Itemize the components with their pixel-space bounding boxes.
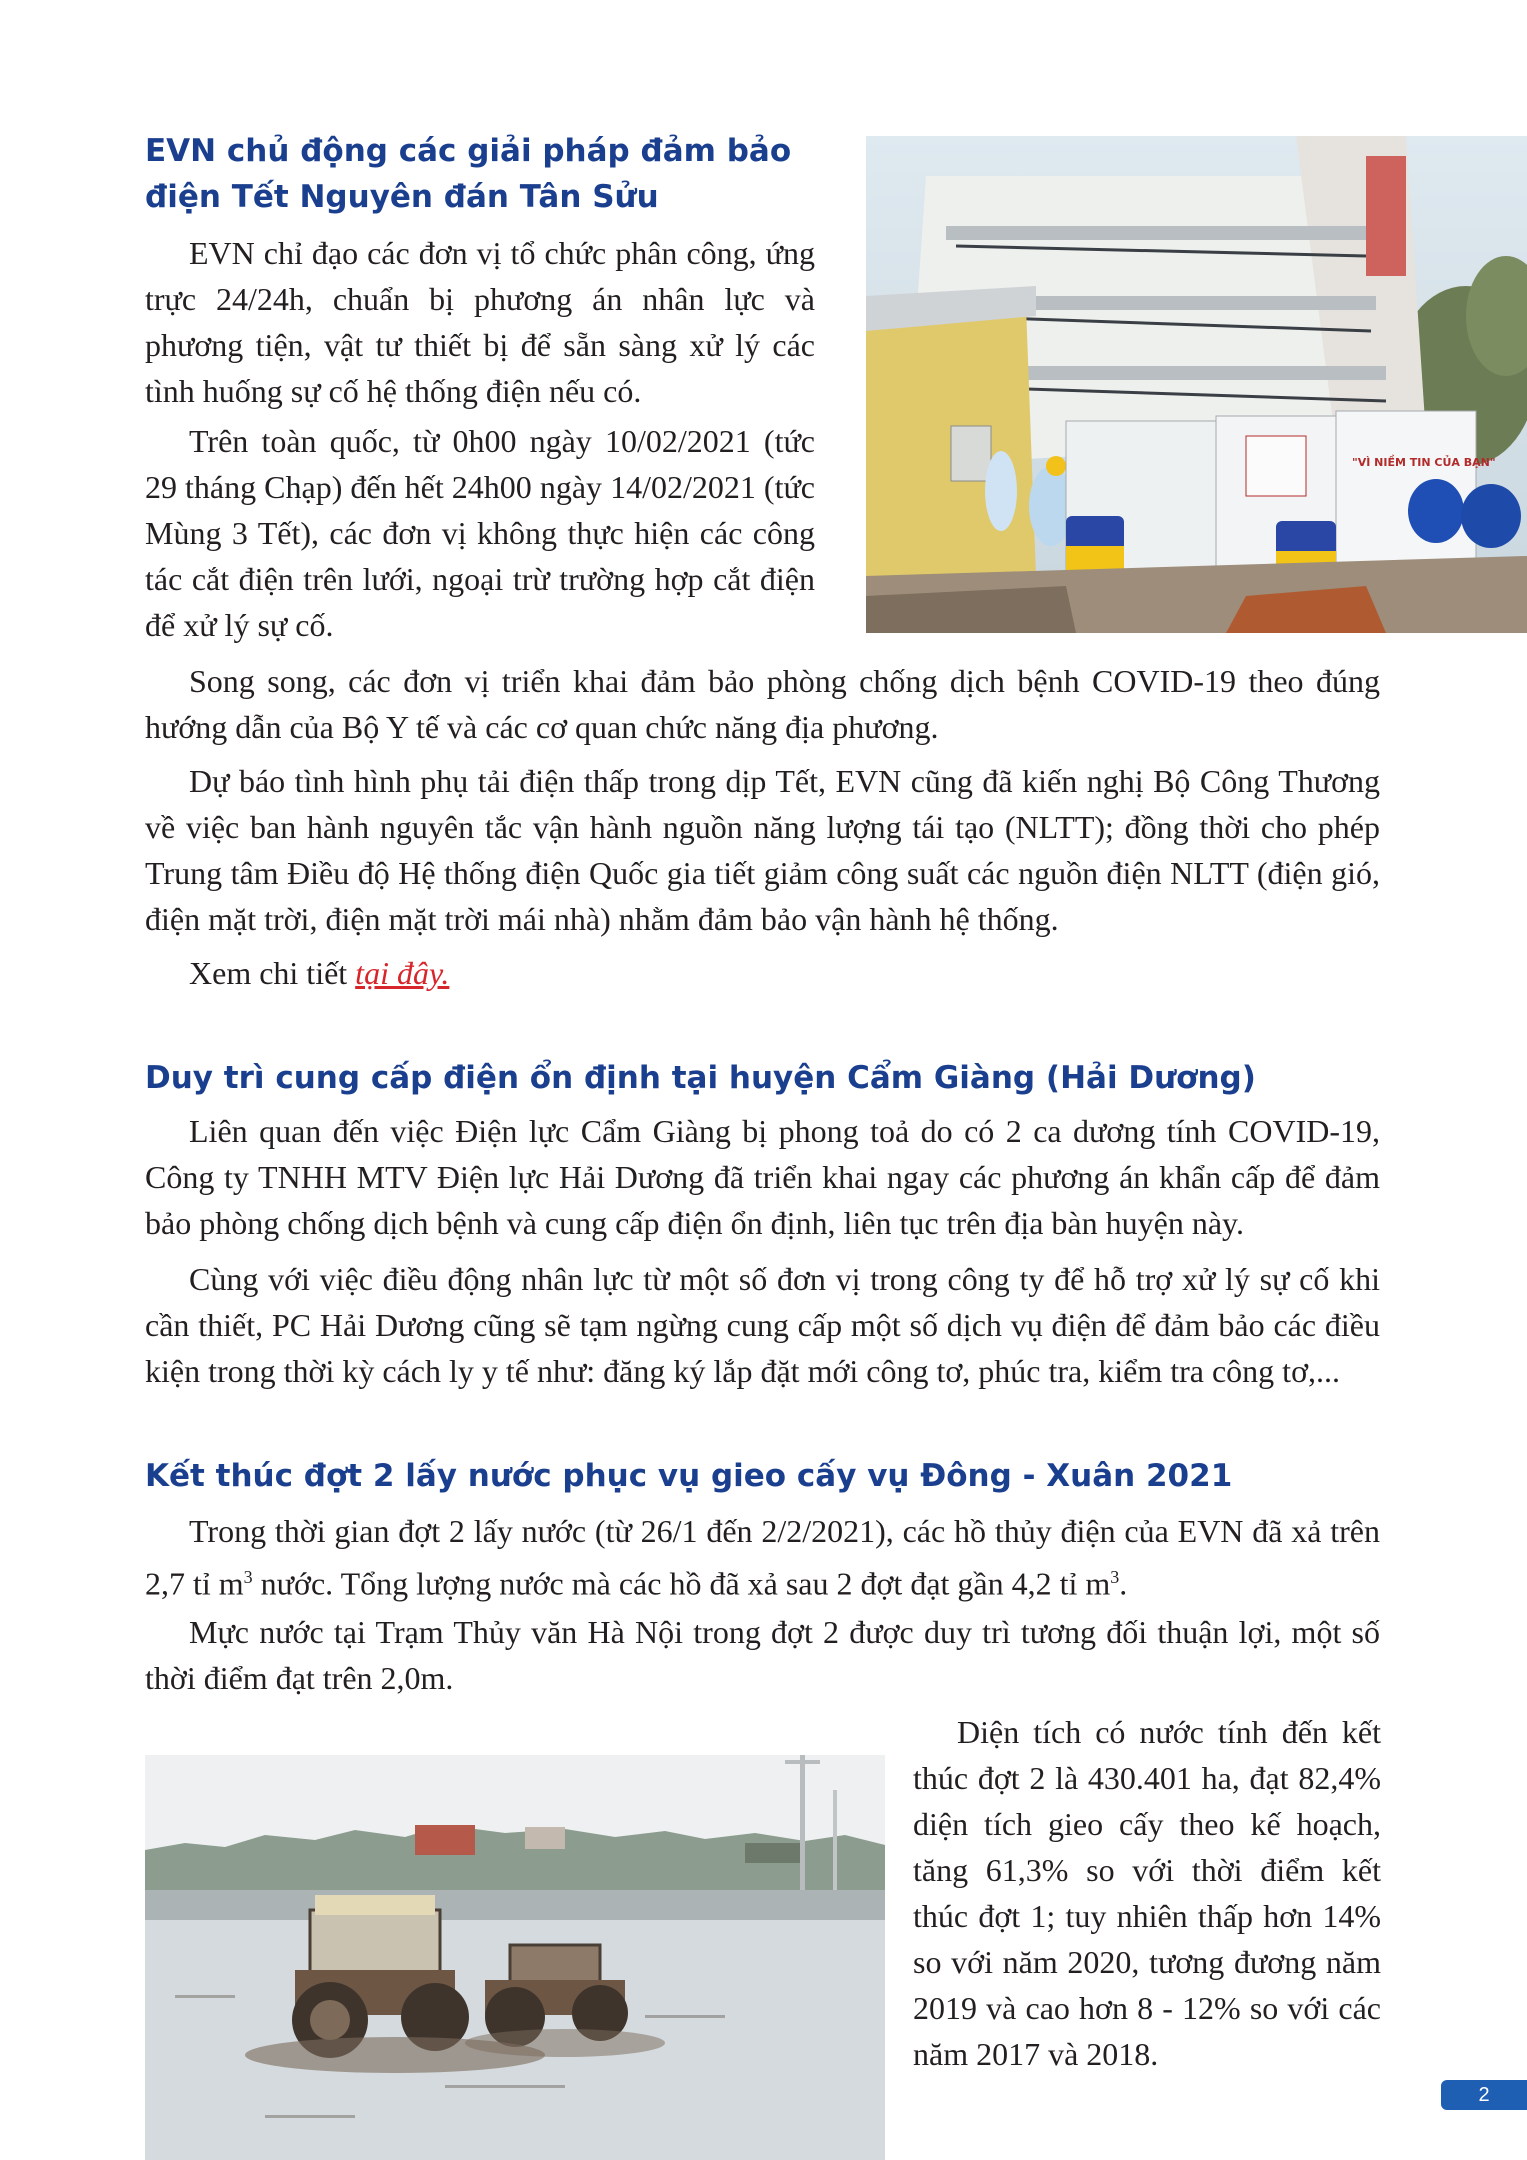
page-number: 2 xyxy=(1441,2080,1527,2110)
section1-paragraph-3: Song song, các đơn vị triển khai đảm bảo phòng chống dịch bệnh COVID-19 theo đúng hướng dẫn của Bộ Y tế và các cơ quan chức năng địa phương. xyxy=(145,663,1380,745)
section1-heading-line2: điện Tết Nguyên đán Tân Sửu xyxy=(145,179,659,215)
section3-p1-c: . xyxy=(1119,1565,1128,1602)
section2-heading: Duy trì cung cấp điện ổn định tại huyện Cẩm Giàng (Hải Dương) xyxy=(145,1060,1256,1096)
section3-paragraph-1 xyxy=(145,1508,1380,1607)
section1-heading-line1: EVN chủ động các giải pháp đảm bảo xyxy=(145,133,792,169)
section1-paragraph-2: Trên toàn quốc, từ 0h00 ngày 10/02/2021 (tức 29 tháng Chạp) đến hết 24h00 ngày 14/02/2021 (tức Mùng 3 Tết), các đơn vị không thực hiện các công tác cắt điện trên lưới, ngoại trừ trường hợp cắt điện để xử lý sự cố. xyxy=(145,423,815,643)
section1-paragraph-1: EVN chỉ đạo các đơn vị tổ chức phân công, ứng trực 24/24h, chuẩn bị phương án nhân lực và phương tiện, vật tư thiết bị để sẵn sàng xử lý các tình huống sự cố hệ thống điện nếu có. xyxy=(145,235,815,409)
section1-heading xyxy=(145,128,865,220)
section1-paragraph-4: Dự báo tình hình phụ tải điện thấp trong dịp Tết, EVN cũng đã kiến nghị Bộ Công Thương về việc ban hành nguyên tắc vận hành nguồn năng lượng tái tạo (NLTT); đồng thời cho phép Trung tâm Điều độ Hệ thống điện Quốc gia tiết giảm công suất các nguồn điện NLTT (điện gió, điện mặt trời, điện mặt trời mái nhà) nhằm đảm bảo vận hành hệ thống. xyxy=(145,763,1380,937)
cubic-superscript-2: 3 xyxy=(1110,1567,1120,1587)
cubic-superscript-1: 3 xyxy=(243,1567,253,1587)
section2-paragraph-1: Liên quan đến việc Điện lực Cẩm Giàng bị phong toả do có 2 ca dương tính COVID-19, Công ty TNHH MTV Điện lực Hải Dương đã triển khai ngay các phương án khẩn cấp để đảm bảo phòng chống dịch bệnh và cung cấp điện ổn định, liên tục trên địa bàn huyện này. xyxy=(145,1113,1380,1241)
read-more-link[interactable]: tại đây. xyxy=(355,955,450,991)
section2-paragraph-2: Cùng với việc điều động nhân lực từ một số đơn vị trong công ty để hỗ trợ xử lý sự cố khi cần thiết, PC Hải Dương cũng sẽ tạm ngừng cung cấp một số dịch vụ điện để đảm bảo các điều kiện trong thời kỳ cách ly y tế như: đăng ký lắp đặt mới công tơ, phúc tra, kiểm tra công tơ,... xyxy=(145,1261,1380,1389)
generator-photo xyxy=(866,136,1527,633)
read-more-prefix: Xem chi tiết xyxy=(189,955,356,991)
read-more xyxy=(189,950,449,996)
tractor-photo xyxy=(145,1755,885,2160)
section3-p1-a: Trong thời gian đợt 2 lấy nước (từ 26/1 đến 2/2/2021), các hồ thủy điện của EVN đã xả trên 2,7 tỉ m xyxy=(145,1513,1380,1602)
section3-heading: Kết thúc đợt 2 lấy nước phục vụ gieo cấy vụ Đông - Xuân 2021 xyxy=(145,1458,1233,1494)
section3-p1-b: nước. Tổng lượng nước mà các hồ đã xả sau 2 đợt đạt gần 4,2 tỉ m xyxy=(252,1565,1111,1602)
section3-paragraph-2: Mực nước tại Trạm Thủy văn Hà Nội trong đợt 2 được duy trì tương đối thuận lợi, một số thời điểm đạt trên 2,0m. xyxy=(145,1614,1380,1696)
generator-sign-1: "VÌ NIỀM TIN CỦA BẠN" xyxy=(1352,456,1496,469)
section3-paragraph-3: Diện tích có nước tính đến kết thúc đợt 2 là 430.401 ha, đạt 82,4% diện tích gieo cấy theo kế hoạch, tăng 61,3% so với thời điểm kết thúc đợt 1; tuy nhiên thấp hơn 14% so với năm 2020, tương đương năm 2019 và cao hơn 8 - 12% so với các năm 2017 và 2018. xyxy=(913,1714,1381,2072)
